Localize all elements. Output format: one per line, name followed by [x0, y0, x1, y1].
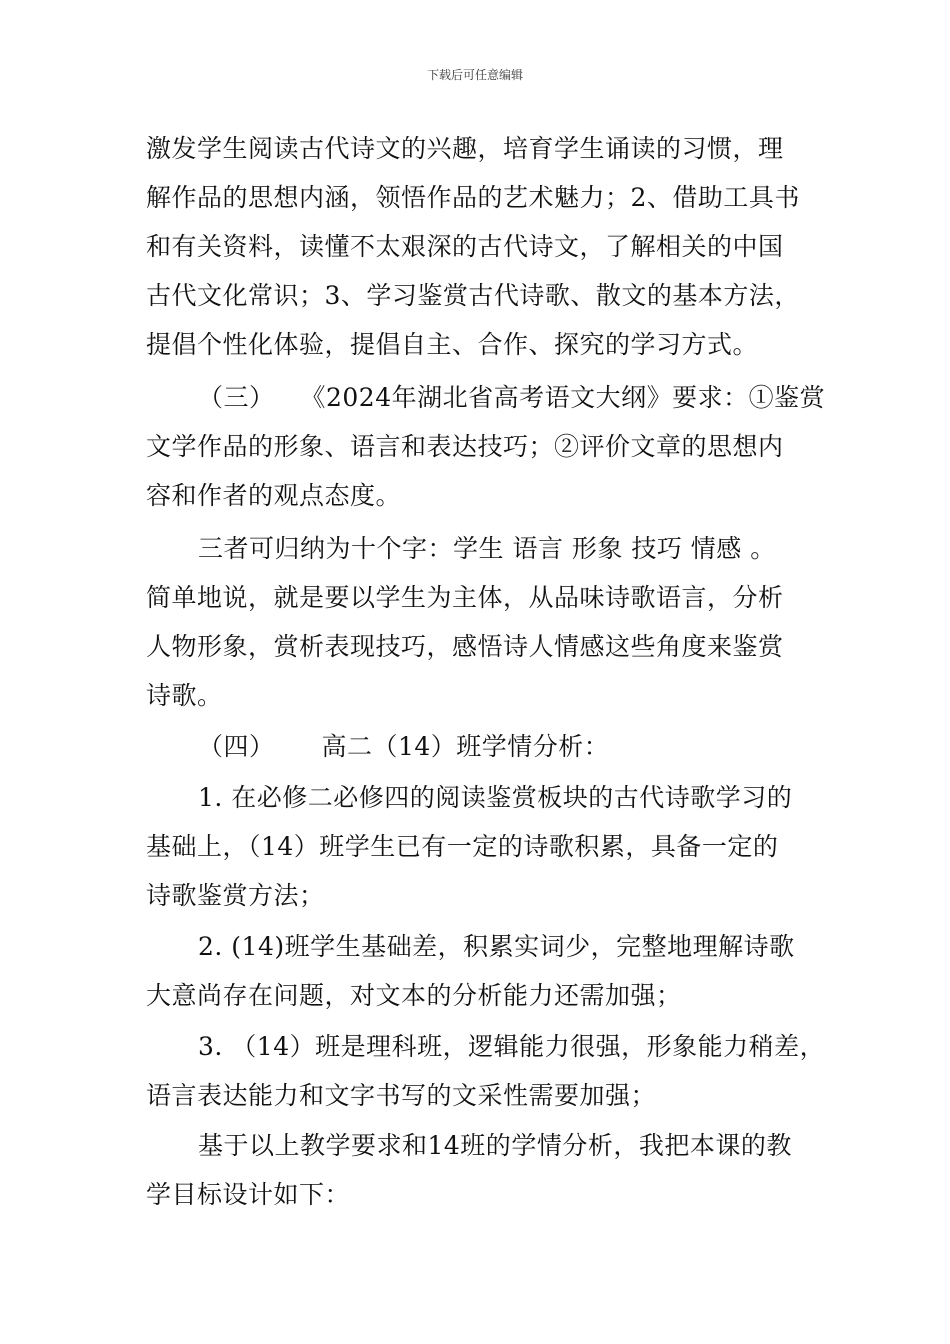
text-line: 语言表达能力和文字书写的文采性需要加强；	[146, 1081, 657, 1110]
text-line: （三） 《2024年湖北省高考语文大纲》要求：①鉴赏	[198, 383, 826, 412]
text-line: 人物形象，赏析表现技巧，感悟诗人情感这些角度来鉴赏	[146, 632, 784, 661]
text-line: 诗歌鉴赏方法；	[146, 881, 325, 910]
text-line: 古代文化常识；3、学习鉴赏古代诗歌、散文的基本方法，	[146, 281, 800, 310]
text-line: 2. (14)班学生基础差，积累实词少，完整地理解诗歌	[198, 932, 795, 961]
text-line: 容和作者的观点态度。	[146, 481, 402, 510]
text-line: 1. 在必修二必修四的阅读鉴赏板块的古代诗歌学习的	[198, 783, 793, 812]
text-line: 基础上，（14）班学生已有一定的诗歌积累，具备一定的	[146, 832, 779, 861]
text-line: 解作品的思想内涵，领悟作品的艺术魅力；2、借助工具书	[146, 183, 800, 212]
text-line: 和有关资料，读懂不太艰深的古代诗文，了解相关的中国	[146, 232, 784, 261]
text-line: （四） 高二（14）班学情分析：	[198, 732, 610, 761]
text-line: 学目标设计如下：	[146, 1180, 351, 1209]
text-line: 文学作品的形象、语言和表达技巧；②评价文章的思想内	[146, 432, 784, 461]
text-line: 基于以上教学要求和14班的学情分析，我把本课的教	[198, 1131, 792, 1160]
text-line: 三者可归纳为十个字：学生 语言 形象 技巧 情感 。	[198, 534, 776, 563]
text-line: 简单地说，就是要以学生为主体，从品味诗歌语言，分析	[146, 583, 784, 612]
text-line: 激发学生阅读古代诗文的兴趣，培育学生诵读的习惯，理	[146, 134, 784, 163]
text-line: 提倡个性化体验，提倡自主、合作、探究的学习方式。	[146, 330, 759, 359]
text-line: 诗歌。	[146, 681, 223, 710]
text-line: 大意尚存在问题，对文本的分析能力还需加强；	[146, 981, 682, 1010]
text-line: 3. （14）班是理科班，逻辑能力很强，形象能力稍差，	[198, 1032, 826, 1061]
page-header: 下载后可任意编辑	[426, 68, 523, 82]
